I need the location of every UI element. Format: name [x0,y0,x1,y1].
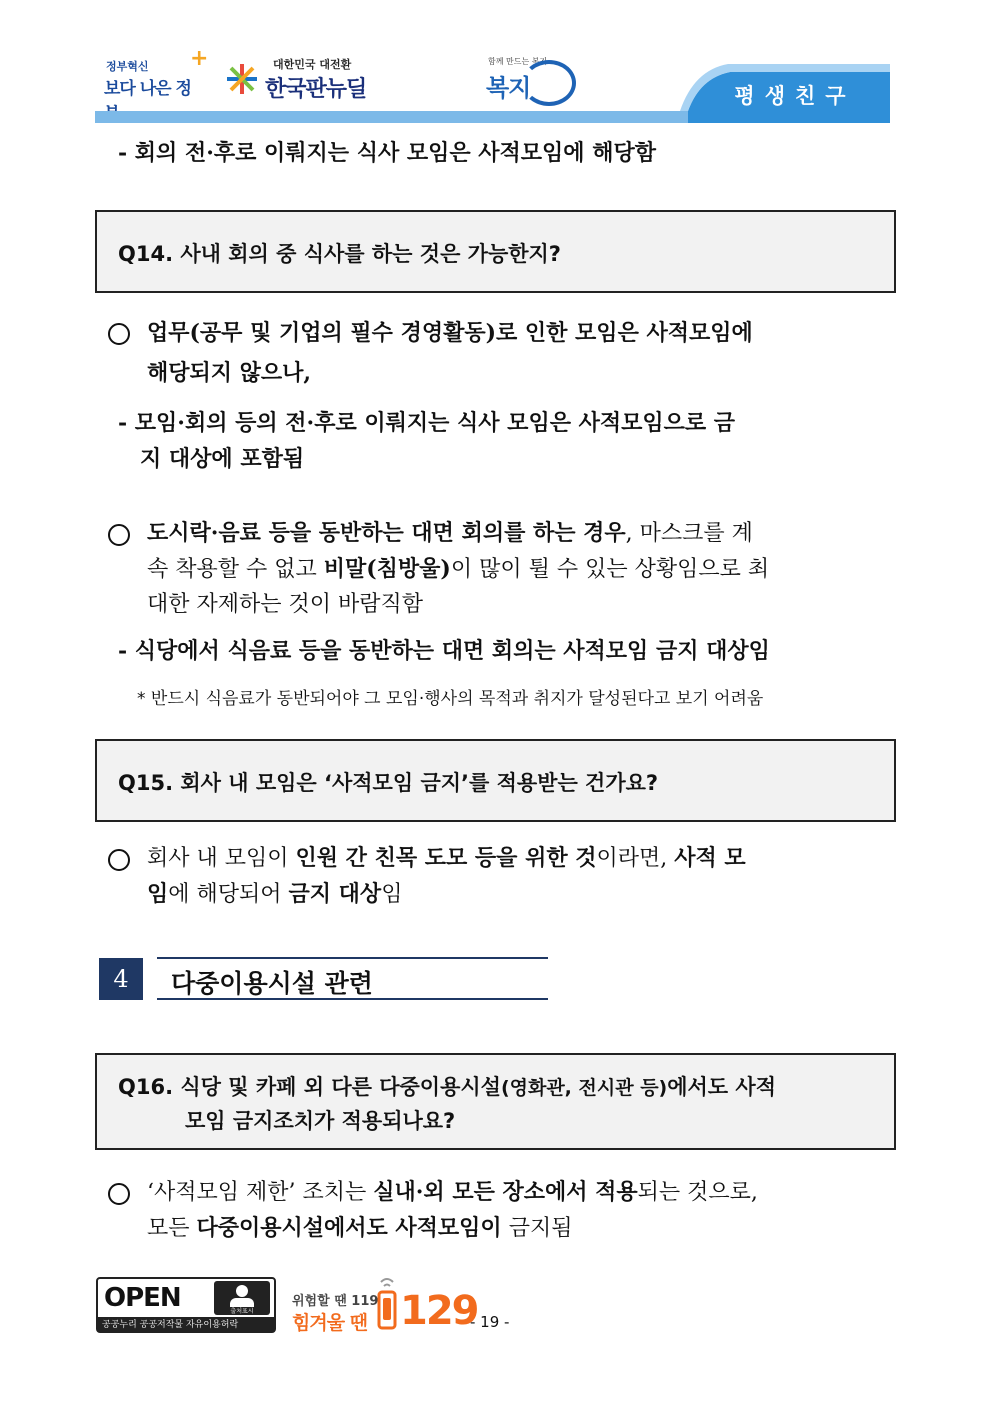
q14-answer2-line1: - 모임·회의 등의 전·후로 이뤄지는 식사 모임은 사적모임으로 금 [118,410,736,436]
tab-label: 평생친구 [734,84,856,108]
open-license-strip: 공공누리 공공저작물 자유이용허락 [96,1317,276,1333]
page-number: - 19 - [470,1313,510,1331]
q15-answer-l2-bold2: 금지 대상 [288,881,382,907]
q16-answer-bold: 실내·외 모든 장소에서 적용 [373,1179,638,1205]
q16-answer-line1 [147,1177,758,1208]
q14-answer3-rest: , 마스크를 계 [625,521,753,546]
carryover-line: - 회의 전·후로 이뤄지는 식사 모임은 사적모임에 해당함 [118,140,656,166]
circle-bullet-icon [108,524,130,546]
q16-answer-l2-a: 모든 [147,1216,197,1241]
question-box-q16 [95,1053,896,1150]
q15-answer-bold: 인원 간 친목 도모 등을 위한 것 [295,845,597,871]
section-title-box [157,957,548,1000]
question-q14: Q14. 사내 회의 중 식사를 하는 것은 가능한지? [118,242,561,266]
q14-answer2-line2: 지 대상에 포함됨 [140,446,305,472]
q14-answer3-bold: 도시락·음료 등을 동반하는 대면 회의를 하는 경우 [147,520,626,546]
q14-answer1-line1: 업무(공무 및 기업의 필수 경영활동)로 인한 모임은 사적모임에 [147,320,753,346]
q16-line1-a: Q16. 식당 및 카페 외 다른 다중이용시설 [118,1075,501,1099]
q14-answer4: - 식당에서 식음료 등을 동반하는 대면 회의는 사적모임 금지 대상임 [118,638,770,664]
welfare-small-text: 함께 만드는 복지 [488,57,548,66]
q15-answer-line2 [147,879,402,910]
plus-icon: + [190,46,209,71]
gov-logo-big-text: 보다 나은 정 [104,79,191,99]
hotline-number: 129 [400,1288,478,1334]
q14-footnote: * 반드시 식음료가 동반되어야 그 모임·행사의 목적과 취지가 달성된다고 보기 어려움 [137,689,764,709]
q14-answer1-line2: 해당되지 않으나, [147,360,312,386]
circle-bullet-icon [108,1183,130,1205]
question-box-q15 [95,739,896,822]
circle-bullet-icon [108,323,130,345]
q14-answer3-line2 [147,554,769,585]
q15-answer-a: 회사 내 모임이 [147,846,296,871]
q16-answer-a: ‘사적모임 제한’ 조치는 [147,1180,374,1205]
gov-logo-small-text: 정부혁신 [106,60,149,73]
q16-answer-b: 되는 것으로, [637,1180,758,1205]
question-q16-line2: 모임 금지조치가 적용되나요? [185,1109,456,1133]
new-deal-big-text: 한국판뉴딜 [265,77,367,102]
question-q15: Q15. 회사 내 모임은 ‘사적모임 금지’를 적용받는 건가요? [118,771,659,795]
q16-answer-line2 [147,1213,572,1244]
q15-answer-line1 [147,843,746,874]
question-q16-line1 [118,1071,776,1101]
q15-answer-b: 이라면, [596,846,675,871]
kogl-open-license-badge [96,1277,276,1331]
q14-answer3-line3: 대한 자제하는 것이 바람직함 [147,592,424,617]
welfare-big-text: 복지 [486,74,531,102]
new-deal-small-text: 대한민국 대전환 [273,58,352,71]
header-bar [0,0,992,130]
danger-119-text: 위험할 땐 119 [292,1294,379,1309]
attribution-label: 출처표시 [230,1308,254,1315]
hard-times-text: 힘겨울 땐 [292,1312,368,1334]
q16-line1-sub: (영화관, 전시관 등) [500,1077,668,1099]
q15-answer-bold2: 사적 모 [674,845,746,871]
circle-bullet-icon [108,849,130,871]
open-word: OPEN [104,1283,181,1313]
section-title: 다중이용시설 관련 [171,969,373,998]
q16-answer-l2-bold: 다중이용시설에서도 사적모임이 [196,1215,502,1241]
q14-answer3-line2-bold: 비말(침방울) [323,556,451,582]
attribution-person-icon [214,1281,270,1315]
q16-answer-l2-b: 금지됨 [501,1216,573,1241]
q15-answer-l2-b: 임 [381,882,403,907]
q14-answer3-line1 [147,518,753,549]
phone-icon [376,1276,398,1332]
page-header [0,0,992,130]
section-number: 4 [99,958,143,1000]
q14-answer3-line2-rest: 이 많이 튈 수 있는 상황임으로 최 [450,557,770,582]
q15-answer-l2-bold: 임 [147,881,169,907]
q15-answer-l2-a: 에 해당되어 [168,882,289,907]
q14-answer3-line2-a: 속 착용할 수 없고 [147,557,324,582]
question-box-q14 [95,210,896,293]
q16-line1-b: 에서도 사적 [667,1075,776,1099]
